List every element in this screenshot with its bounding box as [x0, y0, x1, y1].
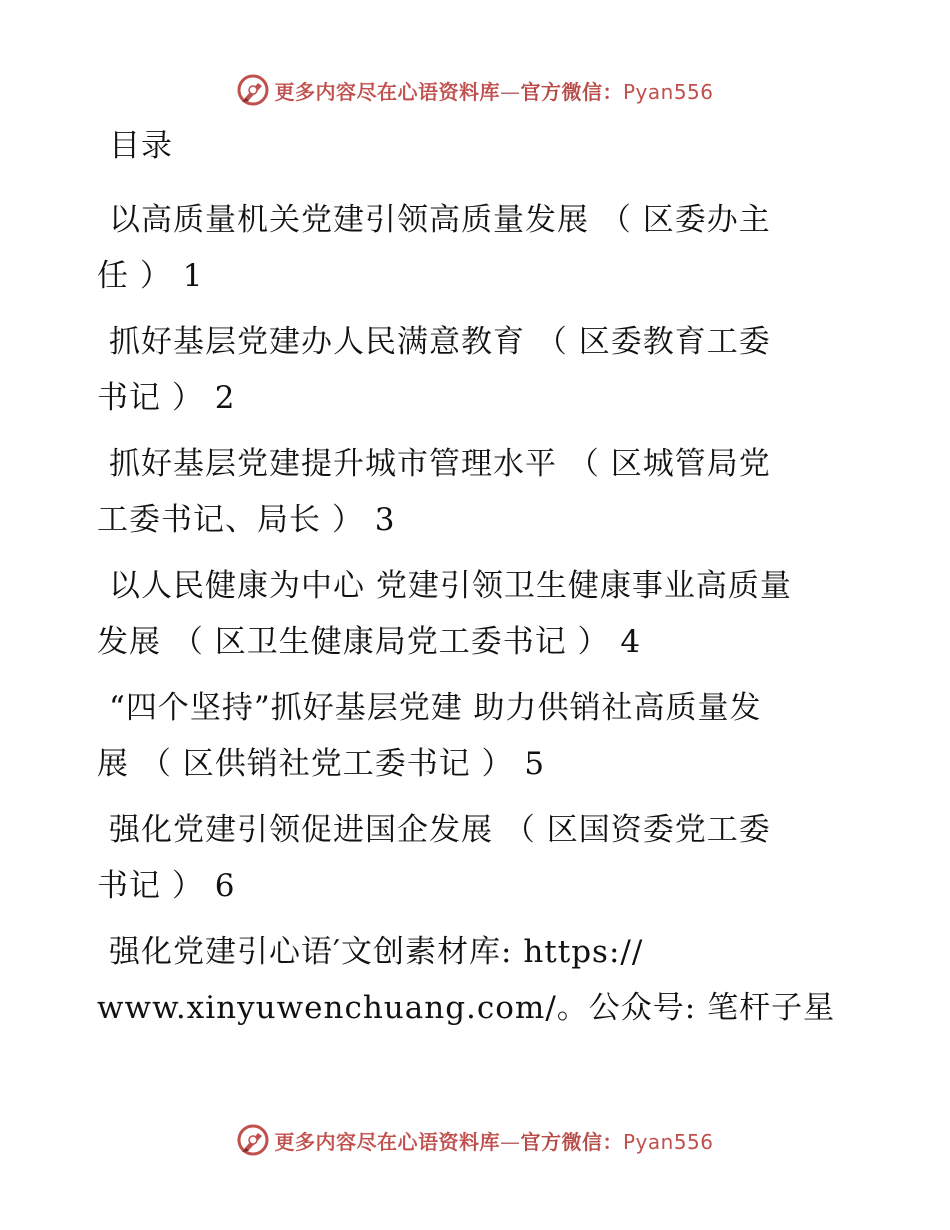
- banner-wechat-id: Pyan556: [622, 79, 714, 104]
- toc-entry[interactable]: [97, 802, 857, 914]
- toc-entry-line2: 任 ） 1: [97, 258, 204, 294]
- toc-entry[interactable]: [97, 558, 857, 670]
- toc-entry[interactable]: [97, 314, 857, 426]
- toc-entry-line2: 工委书记、局长 ） 3: [97, 502, 396, 538]
- toc-entry-line2: 发展 （ 区卫生健康局党工委书记 ） 4: [97, 624, 642, 660]
- banner-wechat-label: 官方微信：: [520, 1129, 623, 1154]
- footer-banner: [0, 1120, 950, 1160]
- pen-logo-icon: [236, 73, 270, 107]
- pen-logo-icon: [236, 1123, 270, 1157]
- toc-entry-line1: 以高质量机关党建引领高质量发展 （ 区委办主: [109, 202, 771, 238]
- toc-entry-line1: 抓好基层党建办人民满意教育 （ 区委教育工委: [109, 324, 771, 360]
- toc-entry[interactable]: [97, 680, 857, 792]
- toc-entry-line1: 强化党建引心语′文创素材库: https://: [109, 934, 644, 970]
- toc-entry[interactable]: [97, 436, 857, 548]
- toc-entry-line1: 以人民健康为中心 党建引领卫生健康事业高质量: [109, 568, 792, 604]
- document-body: [97, 118, 857, 1036]
- toc-entry-line2: www.xinyuwenchuang.com/。公众号: 笔杆子星: [97, 990, 836, 1026]
- banner-text: 更多内容尽在心语资料库: [274, 79, 500, 104]
- toc-entry-line2: 书记 ） 6: [97, 868, 236, 904]
- header-banner: [0, 70, 950, 110]
- banner-wechat-label: 官方微信：: [520, 79, 623, 104]
- toc-entry[interactable]: [97, 192, 857, 304]
- toc-entry-line1: “四个坚持”抓好基层党建 助力供销社高质量发: [109, 690, 762, 726]
- toc-entry-line2: 展 （ 区供销社党工委书记 ） 5: [97, 746, 546, 782]
- banner-text: 更多内容尽在心语资料库: [274, 1129, 500, 1154]
- banner-separator: —: [499, 79, 521, 104]
- toc-entry-line2: 书记 ） 2: [97, 380, 236, 416]
- banner-separator: —: [499, 1129, 521, 1154]
- toc-entry-line1: 抓好基层党建提升城市管理水平 （ 区城管局党: [109, 446, 771, 482]
- toc-title: 目录: [109, 128, 173, 164]
- toc-entry[interactable]: [97, 924, 857, 1036]
- banner-wechat-id: Pyan556: [622, 1129, 714, 1154]
- toc-entry-line1: 强化党建引领促进国企发展 （ 区国资委党工委: [109, 812, 771, 848]
